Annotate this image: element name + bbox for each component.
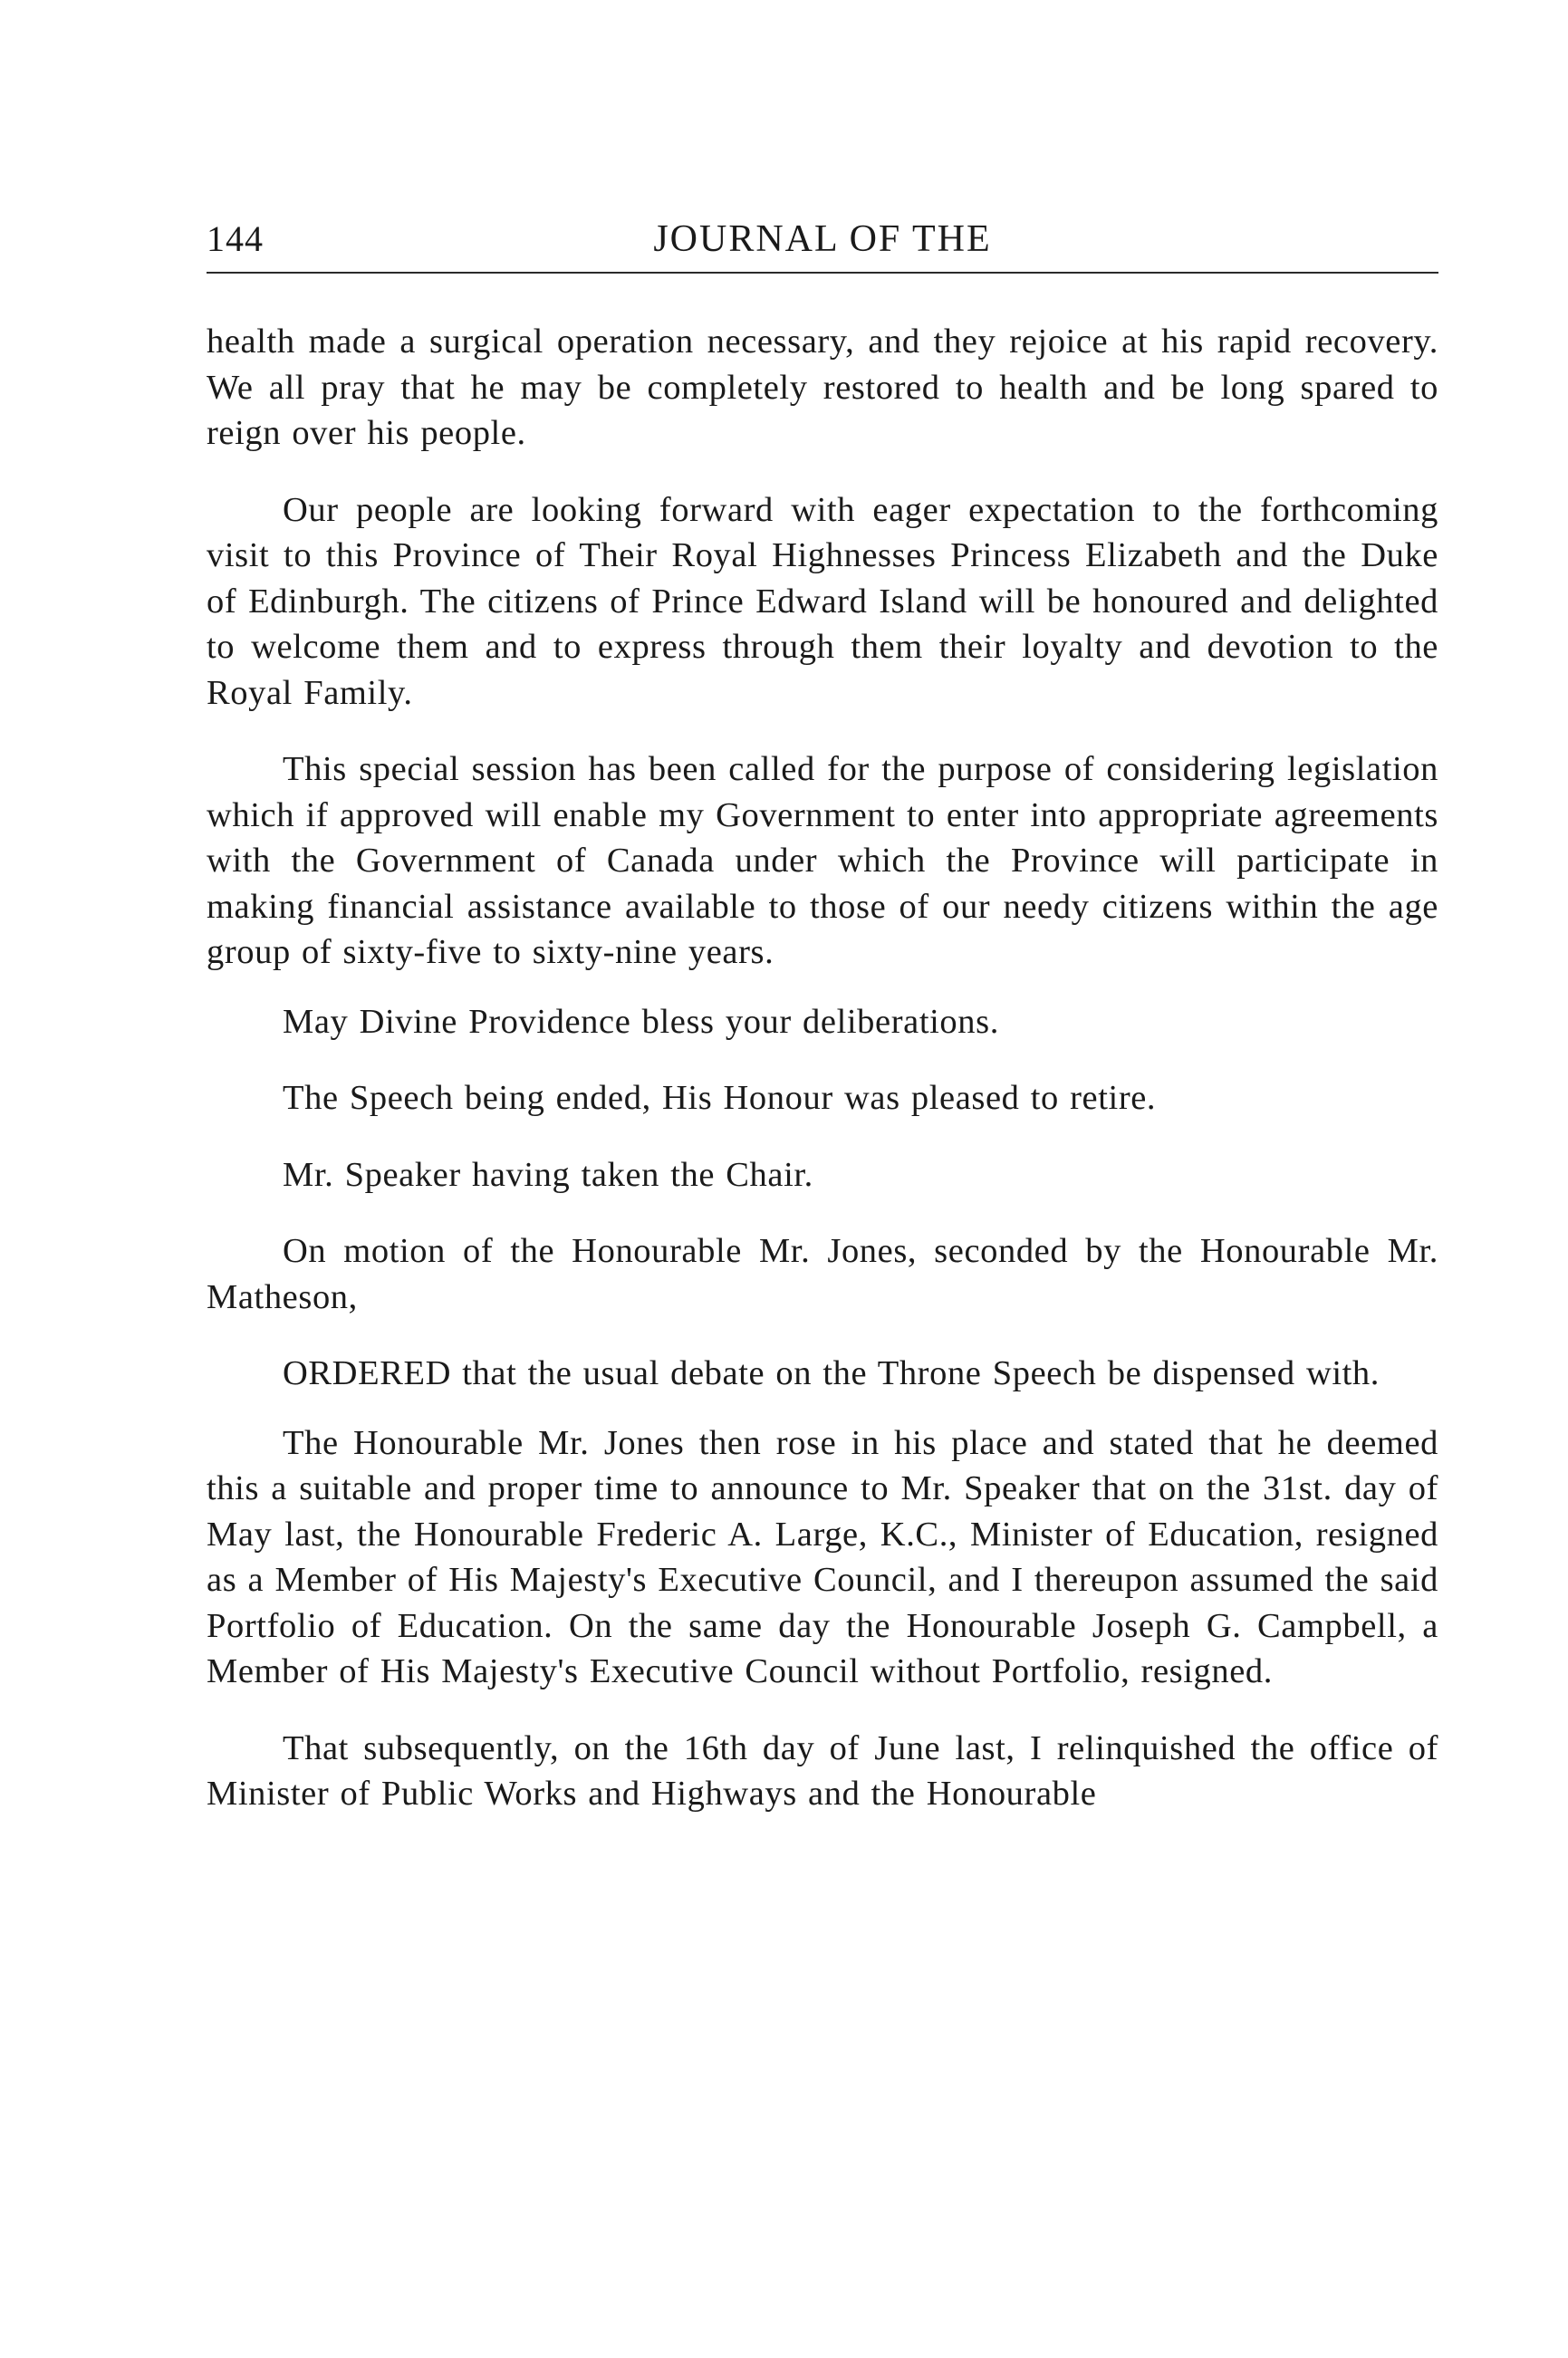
page-header: [207, 214, 1438, 274]
page-number: 144: [207, 218, 264, 259]
body-text: [207, 319, 1438, 1817]
paragraph-speech-ended: The Speech being ended, His Honour was pleased to retire.: [283, 1079, 1157, 1117]
paragraph-special-session: This special session has been called for the purpose of considering legislation which if approved will enable my Government to enter into appropriate agreements with the Government of Canada under which the Province will participate in making financial assistance available to those of our needy citizens within the age group of sixty-five to sixty-nine years.: [207, 750, 1438, 971]
paragraph-motion: On motion of the Honourable Mr. Jones, seconded by the Honourable Mr. Matheson,: [207, 1232, 1438, 1316]
paragraph-subsequently: That subsequently, on the 16th day of June last, I relinquished the office of Minister of Public Works and Highways and the Honourable: [207, 1728, 1438, 1813]
paragraph-ordered: ORDERED that the usual debate on the Throne Speech be dispensed with.: [283, 1354, 1380, 1392]
paragraph-announcement: The Honourable Mr. Jones then rose in his place and stated that he deemed this a suitable and proper time to announce to Mr. Speaker that on the 31st. day of May last, the Honourable Frederic A. Large, K.C., Minister of Education, resigned as a Member of His Majesty's Executive Council, and I thereupon assumed the said Portfolio of Education. On the same day the Honourable Joseph G. Campbell, a Member of His Majesty's Executive Council without Portfolio, resigned.: [207, 1423, 1438, 1690]
paragraph-continuation: health made a surgical operation necessary, and they rejoice at his rapid recovery. We all pray that he may be completely restored to health and be long spared to reign over his people.: [207, 322, 1438, 452]
paragraph-blessing: May Divine Providence bless your deliberations.: [283, 1002, 999, 1041]
running-head: JOURNAL OF THE: [653, 218, 992, 260]
paragraph-royal-visit: Our people are looking forward with eager expectation to the forthcoming visit to this Province of Their Royal Highnesses Princess Elizabeth and the Duke of Edinburgh. The citizens of Prince Edward Island will be honoured and delighted to welcome them and to express through them their loyalty and devotion to the Royal Family.: [207, 490, 1438, 712]
paragraph-speaker-chair: Mr. Speaker having taken the Chair.: [283, 1155, 813, 1194]
